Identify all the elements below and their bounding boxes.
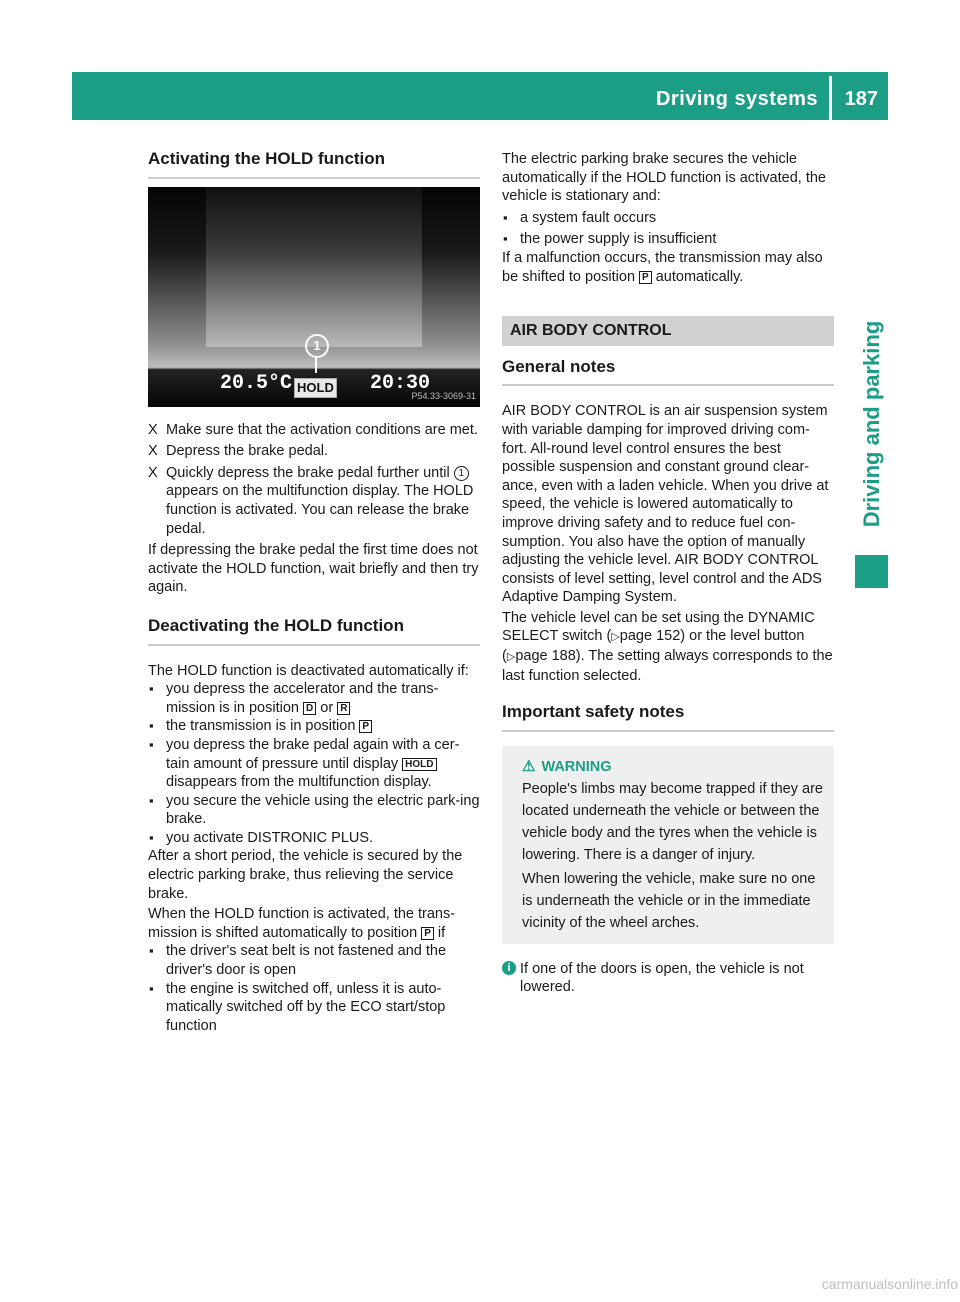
heading-safety-notes: Important safety notes (502, 703, 834, 732)
list-item (148, 717, 480, 736)
epb-after-text: automatically. (651, 268, 744, 285)
list-text: the engine is switched off, unless it is auto-matically switched off by the ECO start/stop function (166, 980, 446, 1034)
list-text: you depress the accelerator and the trans-mission is in position (166, 681, 439, 716)
retry-note: If depressing the brake pedal the first time does not activate the HOLD function, wait briefly and then try again. (148, 542, 479, 596)
gear-key: P (421, 927, 434, 940)
list-text: the driver's seat belt is not fastened and the driver's door is open (166, 943, 447, 979)
shift-list (148, 942, 480, 1035)
page-number: 187 (844, 88, 878, 110)
side-tab-marker (855, 555, 888, 588)
callout-line (315, 357, 317, 373)
step-text: Make sure that the activation conditions are met. (166, 421, 478, 438)
header-divider (829, 76, 832, 120)
list-text: you depress the brake pedal again with a cer-tain amount of pressure until display (166, 736, 460, 772)
warning-triangle-icon: ⚠ (522, 757, 536, 775)
header-bar (72, 72, 888, 120)
list-item (148, 829, 480, 848)
step (148, 442, 480, 461)
level-text: The vehicle level can be set using the DYNAMIC SELECT switch ( (502, 609, 815, 645)
side-tab-label: Driving and parking (859, 320, 884, 528)
step-arrow-icon: X (148, 443, 158, 460)
right-column (502, 150, 834, 997)
list-text: the power supply is insufficient (520, 231, 717, 248)
epb-after (502, 249, 834, 286)
list-item (148, 680, 480, 717)
bullet-icon: ▪ (503, 209, 508, 225)
activation-steps (148, 421, 480, 539)
gear-key: P (359, 720, 372, 733)
general-paragraph: AIR BODY CONTROL is an air suspension system with variable damping for improved driving com-fort. All-round level control ensures the best possible suspension and constant ground clear-ance, even with a laden vehicle. When you drive at speed, the vehicle is lowered automatically to improve driving safety and to reduce fuel con-sumption. You also have the option of manually adjusting the vehicle level. AIR BODY CONTROL consists of level setting, level control and the ADS Adaptive Damping System. (502, 403, 829, 606)
gear-key: P (639, 271, 652, 284)
display-panel (206, 187, 422, 347)
shift-text: if (433, 924, 446, 941)
warning-text: People's limbs may become trapped if they are located underneath the vehicle or between the vehicle body and the tyres when the vehicle is lowering. There is a danger of injury. (522, 780, 823, 863)
bullet-icon: ▪ (149, 980, 154, 996)
display-time: 20:30 (370, 371, 431, 395)
level-text: ) or the level button ( (502, 628, 805, 665)
step (148, 464, 480, 538)
list-text: you secure the vehicle using the electric park-ing brake. (166, 792, 480, 828)
heading-deactivating: Deactivating the HOLD function (148, 617, 480, 646)
figure-code: P54.33-3069-31 (411, 391, 476, 401)
epb-list (502, 209, 834, 249)
page-reference-link[interactable]: page 188 (515, 648, 576, 665)
list-text: disappears from the multifunction display. (166, 774, 432, 791)
list-item (148, 980, 480, 1036)
gear-key: R (337, 702, 350, 715)
epb-after-text: If a malfunction occurs, the transmission may also be shifted to position (502, 249, 823, 285)
shift-note (148, 905, 480, 942)
step-arrow-icon: X (148, 421, 158, 438)
display-temperature: 20.5°C (220, 371, 293, 395)
page-ref-arrow-icon: ▷ (611, 631, 620, 644)
info-note (502, 960, 834, 997)
side-tab (846, 306, 898, 542)
page-ref-arrow-icon: ▷ (506, 651, 516, 664)
figure-callout: 1 (305, 334, 329, 358)
step (148, 421, 480, 440)
display-hold-indicator: HOLD (294, 378, 337, 399)
gear-key: D (303, 702, 316, 715)
warning-text: When lowering the vehicle, make sure no one is underneath the vehicle or in the immediate vicinity of the wheel arches. (522, 870, 816, 931)
deactivation-intro: The HOLD function is deactivated automatically if: (148, 662, 469, 679)
bullet-icon: ▪ (149, 943, 154, 959)
bullet-icon: ▪ (149, 681, 154, 697)
step-text: appears on the multifunction display. The HOLD function is activated. You can release the brake pedal. (166, 483, 474, 537)
heading-general-notes: General notes (502, 358, 834, 387)
deactivation-list (148, 680, 480, 847)
list-item (148, 736, 480, 792)
hold-display-figure (148, 187, 480, 407)
warning-label: WARNING (541, 758, 612, 775)
callout-number-icon: 1 (454, 466, 469, 481)
list-item (502, 209, 834, 228)
shift-text: When the HOLD function is activated, the trans-mission is shifted automatically to position (148, 906, 456, 941)
info-icon: i (502, 961, 516, 975)
list-text: or (316, 699, 338, 716)
epb-intro: The electric parking brake secures the vehicle automatically if the HOLD function is activated, the vehicle is stationary and: (502, 151, 826, 205)
list-item (502, 230, 834, 249)
level-paragraph (502, 609, 834, 685)
info-text: If one of the doors is open, the vehicle is not lowered. (520, 960, 804, 996)
bullet-icon: ▪ (149, 829, 154, 845)
step-text: Depress the brake pedal. (166, 443, 329, 460)
running-header-title: Driving systems (655, 88, 818, 110)
after-note: After a short period, the vehicle is secured by the electric parking brake, thus relieving the service brake. (148, 848, 463, 902)
list-text: the transmission is in position (166, 718, 360, 735)
list-text: a system fault occurs (520, 209, 657, 226)
list-item (148, 942, 480, 979)
bullet-icon: ▪ (149, 718, 154, 734)
section-title-air-body-control: AIR BODY CONTROL (502, 316, 834, 346)
step-text: Quickly depress the brake pedal further until (166, 464, 454, 481)
bullet-icon: ▪ (503, 231, 508, 247)
page-reference-link[interactable]: page 152 (619, 628, 681, 645)
level-text: ). The setting always corresponds to the last function selected. (502, 648, 833, 684)
list-text: you activate DISTRONIC PLUS. (166, 829, 374, 846)
heading-activating: Activating the HOLD function (148, 150, 480, 179)
step-arrow-icon: X (148, 464, 158, 481)
watermark: carmanualsonline.info (821, 1276, 958, 1292)
list-item (148, 792, 480, 829)
warning-header (522, 756, 824, 778)
warning-box (502, 746, 834, 944)
hold-display-key: HOLD (402, 758, 436, 771)
left-column (148, 150, 480, 1035)
bullet-icon: ▪ (149, 792, 154, 808)
bullet-icon: ▪ (149, 736, 154, 752)
